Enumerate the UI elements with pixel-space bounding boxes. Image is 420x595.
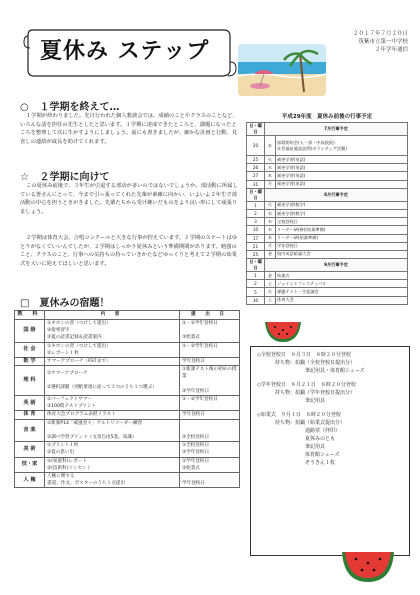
schedule-day: 10 [247, 226, 265, 234]
schedule-day: 26 [247, 164, 265, 172]
schedule-weekday: 月 [265, 180, 276, 188]
section1-heading: ○ １学期を終えて… [20, 102, 120, 113]
schedule-table [246, 112, 408, 305]
section1-text: １学期が終わりました。先日行われた個人懇談会では、成績のことやクラスのことなど、いろんな話を担任の先生としたと思います。１学期に達成できたところと、課題になったところを整理して次に生かすようにしましょう。前にも書きましたが、細かな計画と行動、見直しの連続が成長を助けてくれます。 [20, 113, 238, 145]
homework-subject: 音 楽 [15, 419, 45, 442]
homework-subject: 数 学 [15, 358, 45, 366]
homework-item: 体育大会プログラム表紙イラスト [47, 412, 116, 418]
schedule-day: 5 [247, 288, 265, 296]
schedule-day: 27 [247, 172, 265, 180]
schedule-event: リーダー研(始業準備) [276, 234, 408, 242]
title-banner [22, 22, 237, 82]
schedule-header-month: 9月行事予定 [265, 259, 408, 272]
homework-due-cell [180, 320, 240, 343]
newsletter-grade: ２年学年通信 [374, 47, 408, 53]
homework-item [47, 427, 177, 434]
schedule-row [247, 136, 408, 156]
schedule-day: 2 [247, 280, 265, 288]
event-detail: 筆記用具 [305, 444, 326, 450]
schedule-row [247, 226, 408, 234]
homework-subject: 理 科 [15, 366, 45, 396]
homework-due-cell [180, 366, 240, 396]
homework-due: ①新課テスト後の初めの授業 [182, 367, 237, 380]
schedule-event: 学年登校日 [276, 242, 408, 250]
page-title: 夏休み ステップ [40, 39, 210, 64]
homework-item: ②(技術科)コンセント [47, 465, 92, 471]
homework-due: ②始業式 [182, 465, 200, 471]
schedule-day: 25 [247, 156, 265, 164]
schedule-weekday: 木 [265, 234, 276, 242]
event-heading: ◇学年登校日 ８月２１日 ８時２０分登校 [257, 382, 356, 388]
schedule-event: 補充学習(数学) [276, 201, 408, 209]
homework-subject: 人 権 [15, 473, 45, 488]
homework-item: ②調べ学習プリント（文章自由5基、知識） [47, 435, 137, 441]
homework-due [182, 427, 237, 434]
homework-due: 学年登校日 [182, 359, 205, 365]
homework-due: ①・②学年登校日 [182, 397, 218, 403]
schedule-event: 補充学習(英語) [276, 164, 408, 172]
schedule-row [247, 250, 408, 258]
schedule-title: 平成29年度 夏休み前後の行事予定 [281, 114, 373, 120]
homework-row [15, 366, 240, 396]
schedule-weekday: 木 [265, 218, 276, 226]
homework-subject: 技・家 [15, 457, 45, 472]
homework-subject: 英 語 [15, 396, 45, 411]
schedule-row [247, 156, 408, 164]
homework-content [45, 457, 180, 472]
schedule-weekday: 火 [265, 156, 276, 164]
schedule-event: リーダー研(修)(始業準備) [276, 226, 408, 234]
homework-item: ①キホンの習（つけして提出） [47, 321, 111, 326]
school-name: 筑紫市立第一中学校 [358, 39, 408, 45]
event-detail: 持ち物：拍鍋（全校登校日提出分） [275, 360, 356, 366]
homework-due: ①全校登校日 [182, 443, 210, 449]
schedule-day: 31 [247, 180, 265, 188]
schedule-row [247, 209, 408, 217]
homework-row [15, 396, 240, 411]
homework-item: ②レポート１枚 [47, 350, 79, 356]
homework-item: ②選択課題（別紙要項に従って３つのうち１つ選ぶ） [47, 385, 157, 391]
homework-due: ②全校登校日 [182, 435, 210, 441]
homework-subject: 美 術 [15, 442, 45, 457]
schedule-row [247, 296, 408, 304]
schedule-weekday: 水 [265, 164, 276, 172]
schedule-event: 補充学習(英語) [276, 156, 408, 164]
homework-content [45, 473, 180, 488]
homework-subject: 国 語 [15, 320, 45, 343]
homework-item: ②100問テストプリント [47, 404, 97, 410]
homework-header-due: 提 出 日 [180, 311, 240, 320]
event-detail: 筆記用具 [305, 398, 326, 404]
homework-subject: 社 会 [15, 342, 45, 357]
homework-item: ①パーフェクトサマー [47, 397, 93, 403]
homework-due: ②学年登校日 [182, 388, 210, 394]
homework-item: 人権に関する [47, 474, 75, 480]
schedule-header-date: 日・曜日 [247, 123, 265, 136]
schedule-weekday: 金 [265, 272, 276, 280]
events-box [250, 346, 410, 556]
schedule-event: ジョイントフェスティバル [276, 280, 408, 288]
homework-due-cell [180, 411, 240, 419]
homework-due: ②学年登校日 [182, 450, 210, 456]
schedule-weekday: 土 [265, 296, 276, 304]
event-detail: 通路票（拝印） [305, 428, 341, 434]
schedule-event: 課題テスト・生徒議会 [276, 288, 408, 296]
schedule-weekday: 火 [265, 288, 276, 296]
schedule-event: 補充学習(英語) [276, 172, 408, 180]
homework-row [15, 320, 240, 343]
homework-header-content: 内 容 [45, 311, 180, 320]
beach-picture [238, 44, 326, 96]
schedule-row [247, 272, 408, 280]
event-detail: 持ち物：拍鍋（始業式提出分） [275, 420, 346, 426]
section3-heading: □ 夏休みの宿題！ [20, 298, 110, 309]
homework-due: ①学年登校日 [182, 458, 210, 464]
schedule-weekday: 火 [265, 201, 276, 209]
schedule-weekday: 木 [265, 172, 276, 180]
homework-row [15, 419, 240, 442]
homework-item: ①(家庭科)レポート [47, 458, 87, 464]
watermelon-icon [263, 318, 303, 344]
schedule-event: 体育大会 [276, 296, 408, 304]
schedule-row [247, 172, 408, 180]
schedule-event: 始業式 [276, 272, 408, 280]
schedule-row [247, 234, 408, 242]
schedule-row [247, 242, 408, 250]
homework-due [182, 327, 237, 334]
schedule-row [247, 180, 408, 188]
schedule-header-date: 日・曜日 [247, 188, 265, 201]
homework-content [45, 411, 180, 419]
schedule-event: 補充学習(英語) [276, 180, 408, 188]
section2-heading: ☆ ２学期に向けて [20, 172, 110, 183]
event-item [257, 411, 403, 467]
homework-row [15, 342, 240, 357]
homework-item [47, 377, 177, 384]
homework-header-subject: 教 科 [15, 311, 45, 320]
watermelon-icon [340, 548, 396, 584]
homework-item: ①プリント１枚 [47, 443, 79, 449]
schedule-weekday: 金 [265, 250, 276, 258]
homework-item: ②夏の思い出 [47, 450, 75, 456]
homework-subject: 体 育 [15, 411, 45, 419]
homework-content [45, 396, 180, 411]
homework-row [15, 473, 240, 488]
schedule-row [247, 201, 408, 209]
homework-due: ①・②学年登校日 [182, 321, 218, 326]
homework-item: ①キホンの習（つけして提出） [47, 343, 111, 349]
homework-row [15, 442, 240, 457]
homework-content [45, 358, 180, 366]
homework-due-cell [180, 396, 240, 411]
issue-date: ２０１７年７月２０日 [352, 31, 408, 37]
homework-content [45, 366, 180, 396]
schedule-event: 校内英語暗誦大会 [276, 250, 408, 258]
schedule-header-month: 8月行事予定 [265, 188, 408, 201]
schedule-row [247, 218, 408, 226]
event-item [257, 351, 403, 375]
event-detail: 夏休みのとも [305, 436, 336, 442]
homework-due-cell [180, 457, 240, 472]
header-info [353, 30, 408, 54]
homework-row [15, 457, 240, 472]
schedule-event: 全校登校日 [276, 218, 408, 226]
homework-item: サマーアプローチ（P37まで） [47, 359, 111, 365]
schedule-weekday: 月 [265, 242, 276, 250]
homework-item: ②接事習字 [47, 328, 70, 334]
homework-due: 学年登校日 [182, 412, 205, 418]
event-heading: ◇全校登校日 ８月３日 ８時２０分登校 [257, 352, 351, 358]
schedule-day: 1 [247, 201, 265, 209]
homework-due [182, 381, 237, 388]
event-detail: 持ち物：拍鍋（学年登校日提出分） [275, 390, 356, 396]
homework-due-cell [180, 342, 240, 357]
homework-row [15, 358, 240, 366]
schedule-header-month: 7月行事予定 [265, 123, 408, 136]
event-heading: ◇始業式 ９月１日 ８時２０分登校 [257, 412, 341, 418]
event-item [257, 381, 403, 405]
event-detail: ぞうきん１枚 [305, 460, 336, 466]
schedule-weekday: 木 [265, 226, 276, 234]
schedule-day: 2 [247, 209, 265, 217]
homework-due-cell [180, 442, 240, 457]
homework-due [182, 403, 237, 410]
section2-text-1: この夏休み前後で、３年生が引退する部活が多いのではないでしょうか。部活動に所属している皆さんにとって、今まで引っ張ってくれた先輩が素敵に向かい、いよいよ２年生で部活動の中心を担うときがきました。先輩たちから受け継いだものをより良い形にして頑張りましょう。 [20, 183, 238, 215]
homework-content [45, 320, 180, 343]
homework-due: ③始業式 [182, 335, 200, 341]
homework-item: ①サマーアプローチ [47, 370, 88, 376]
homework-item: ③夏の読書記録＆読書案内 [47, 335, 102, 341]
schedule-row [247, 280, 408, 288]
schedule-row [247, 164, 408, 172]
homework-content [45, 342, 180, 357]
schedule-event: 部紹開始会(入・部・中高校級) 社会福祉施設訪問(ボランティア活動) [276, 136, 408, 156]
schedule-day: 3 [247, 218, 265, 226]
event-detail: 体育館シューズ [305, 452, 340, 458]
schedule-day: 20 [247, 136, 265, 156]
schedule-day: 25 [247, 250, 265, 258]
homework-content [45, 442, 180, 457]
homework-due-cell [180, 419, 240, 442]
homework-table [14, 310, 240, 488]
homework-row [15, 411, 240, 419]
event-detail: 筆記用具・体育館シューズ [305, 368, 365, 374]
homework-item: ①新楽P14「威風堂々」アルトリコーダー練習 [47, 420, 143, 426]
schedule-day: 21 [247, 242, 265, 250]
schedule-weekday: 木 [265, 136, 276, 156]
homework-due-cell [180, 358, 240, 366]
homework-item: 書道、作文、ポスターのうち１点提出 [47, 481, 126, 487]
homework-due: ①・②学年登校日 [182, 343, 218, 349]
schedule-day: 1 [247, 272, 265, 280]
schedule-weekday: 土 [265, 280, 276, 288]
schedule-header-date: 日・曜日 [247, 259, 265, 272]
schedule-row [247, 288, 408, 296]
schedule-day: 17 [247, 234, 265, 242]
homework-due [182, 350, 237, 357]
section2-text-2: ２学期は体育大会、合唱コンクールと大きな行事が控えています。１学期のステートはゆとりがなくていいんでしたが、２学期はしっかり夏休みという準備期間があります。勉強のこと、クラスのこと、行事への気持ちの持っていきかたなどゆっくりと考えて２学期の始業式を大いに迎えてほしいと思います。 [20, 235, 238, 267]
homework-due-cell [180, 473, 240, 488]
homework-due: 学年登校日 [182, 481, 205, 487]
homework-due [182, 473, 237, 480]
schedule-weekday: 水 [265, 209, 276, 217]
homework-content [45, 419, 180, 442]
schedule-day: 30 [247, 296, 265, 304]
homework-due [182, 420, 237, 427]
schedule-event: 補充学習(数学) [276, 209, 408, 217]
